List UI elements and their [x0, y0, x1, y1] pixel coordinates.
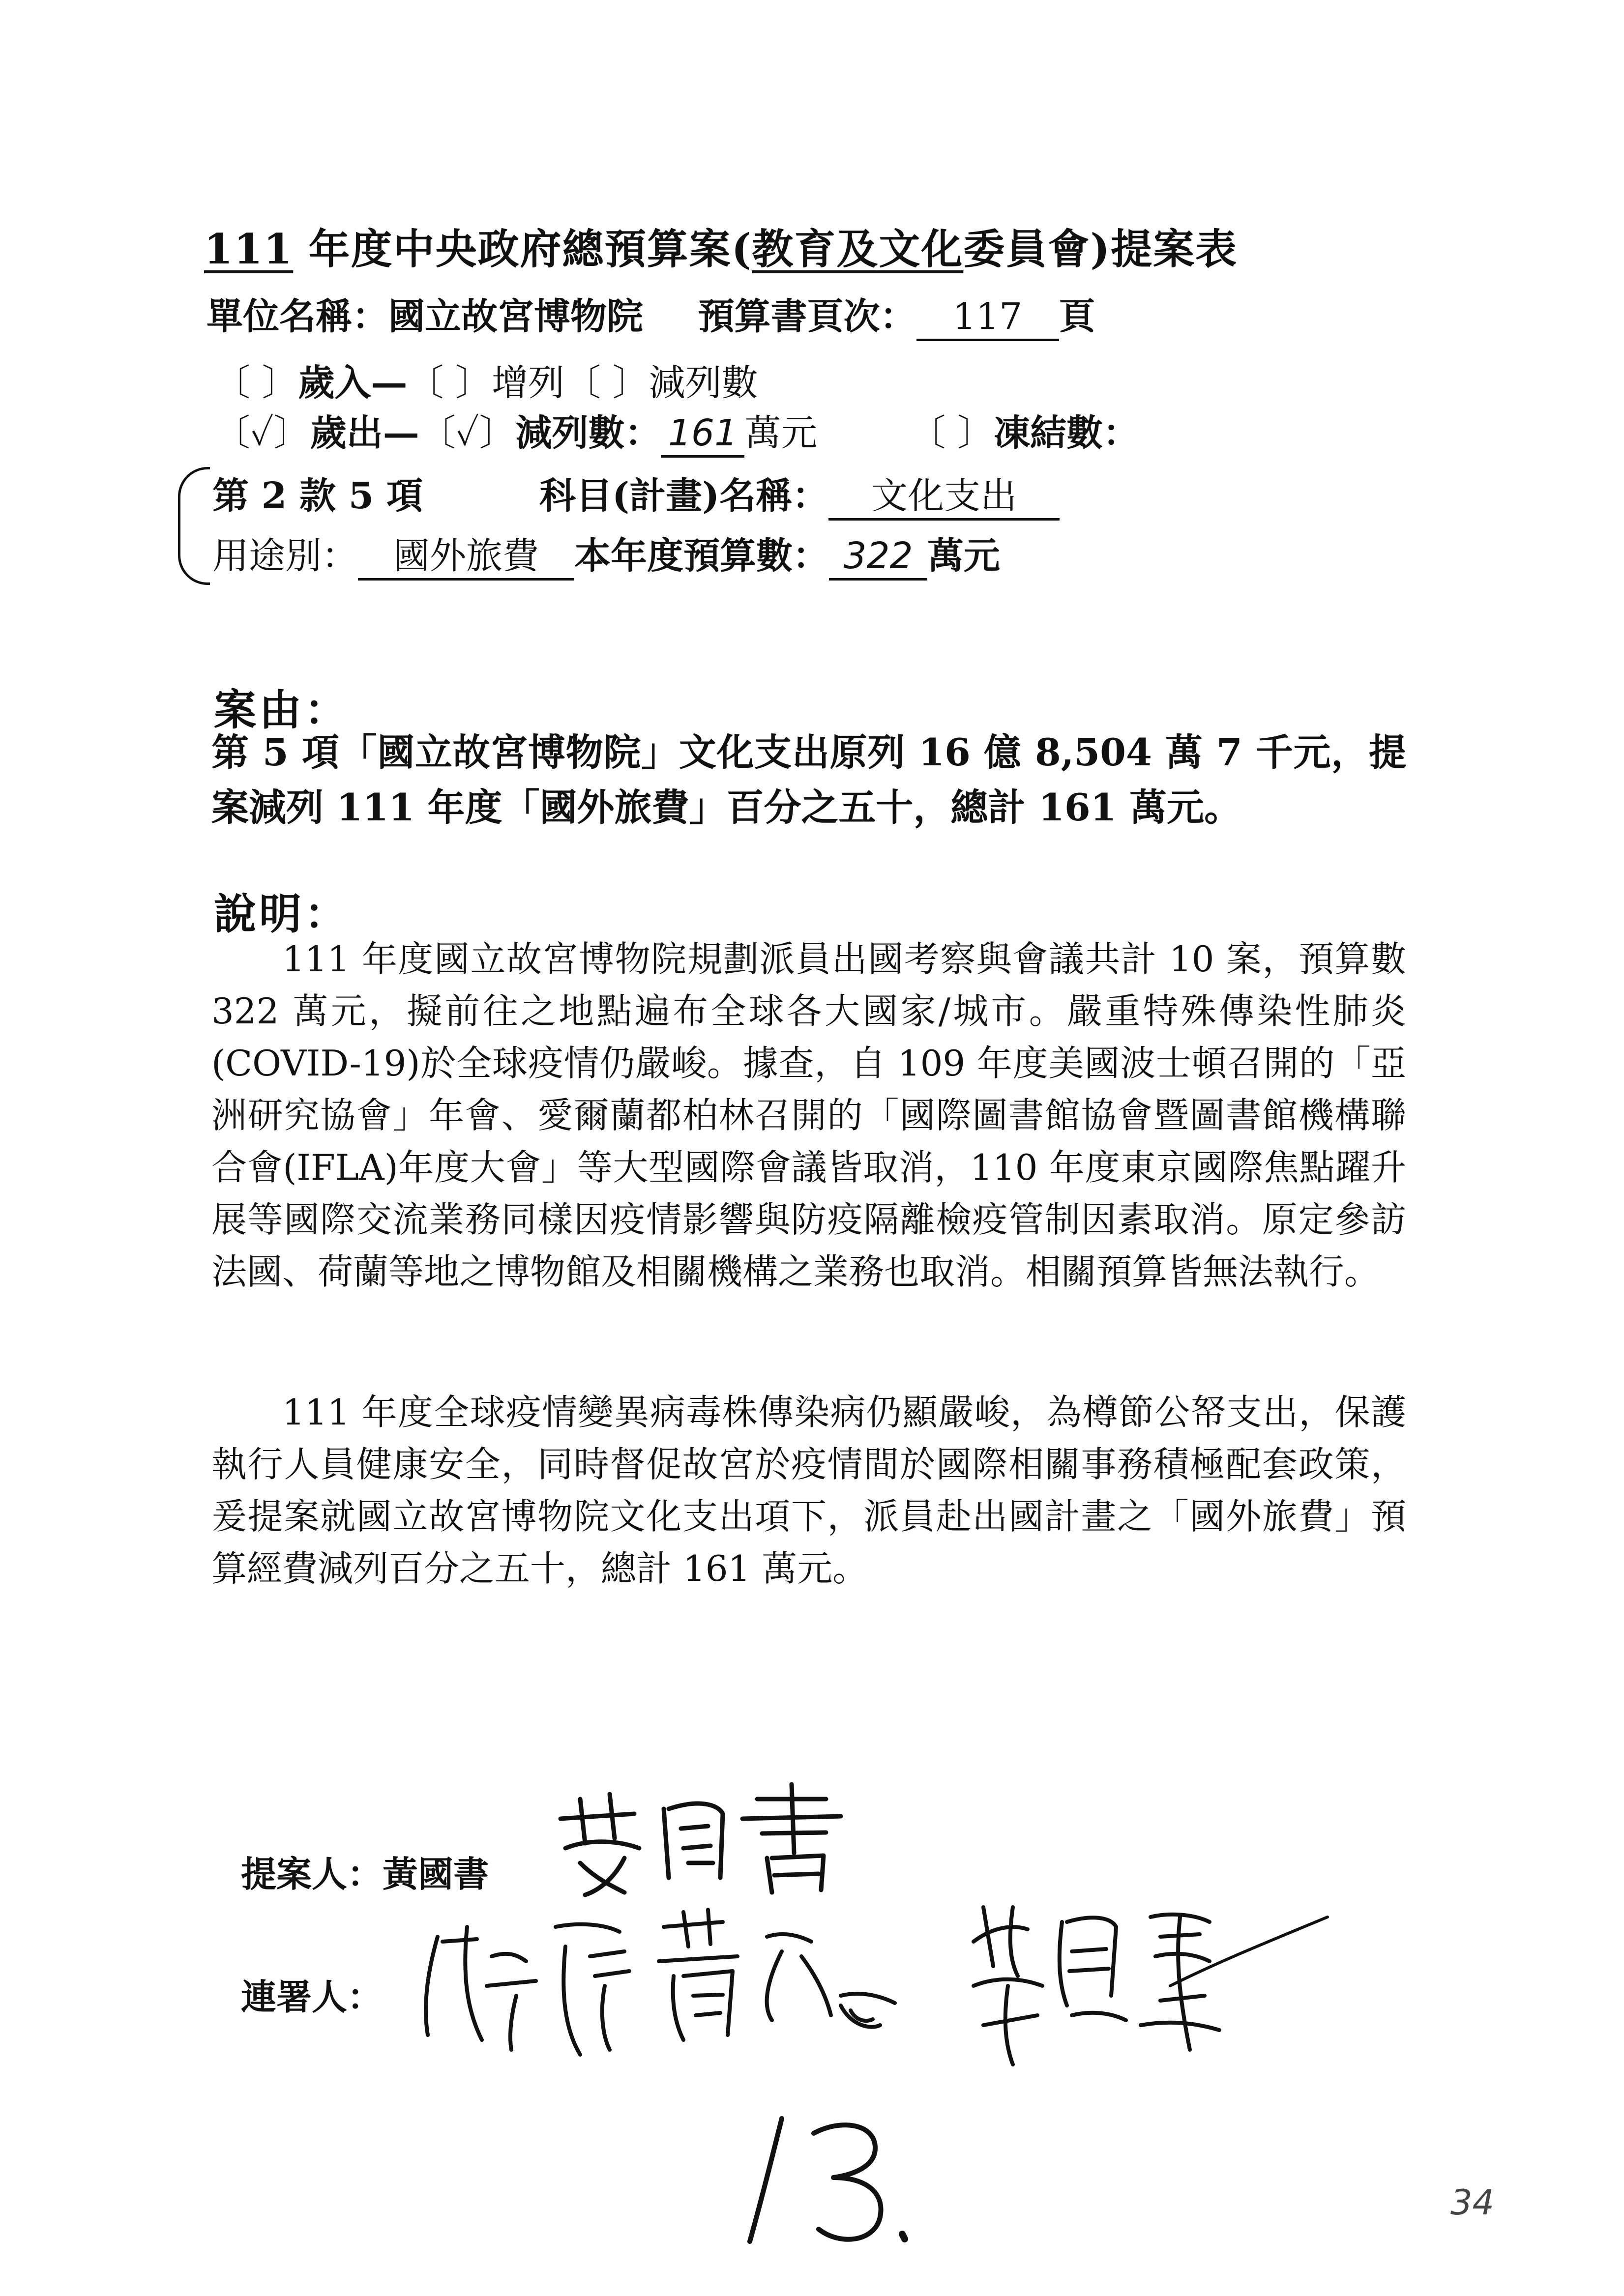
expenditure-reduce-unit: 萬元 [744, 412, 818, 454]
item-clause-line [212, 467, 1060, 521]
reason-heading: 案由： [214, 685, 350, 735]
revenue-reduce-checkbox: 〔 〕 [564, 362, 649, 404]
page-number: 34 [1450, 2182, 1495, 2223]
purpose-value: 國外旅費 [358, 534, 574, 581]
expenditure-reduce-checkbox: 〔✓〕 [419, 412, 516, 454]
budget-label: 本年度預算數： [574, 535, 829, 577]
expenditure-checkbox: 〔✓〕 [214, 412, 310, 454]
expenditure-reduce-label: 減列數： [515, 412, 661, 454]
title-text-after: 委員會)提案表 [963, 225, 1238, 273]
item-purpose-line [212, 527, 1000, 581]
handwritten-serial-number [728, 2104, 934, 2251]
unit-label: 單位名稱：國立故宮博物院 [207, 295, 643, 338]
revenue-add-label: 增列 [492, 362, 565, 404]
expenditure-line [214, 404, 1139, 458]
cosigner-signature-1 [408, 1897, 919, 2060]
revenue-label: 歲入— [298, 362, 408, 404]
proposer-label: 提案人：黃國書 [241, 1853, 489, 1895]
revenue-checkbox: 〔 〕 [214, 362, 298, 404]
budget-page-value: 117 [916, 295, 1059, 341]
expenditure-label: 歲出— [310, 412, 419, 454]
title-committee: 教育及文化 [752, 225, 964, 273]
cosigner-signature-2 [964, 1888, 1337, 2084]
budget-page-unit: 頁 [1059, 295, 1095, 338]
reason-text: 第 5 項「國立故宮博物院」文化支出原列 16 億 8,504 萬 7 千元，提案減列 111 年度「國外旅費」百分之五十，總計 161 萬元。 [211, 730, 1406, 829]
revenue-reduce-label: 減列數 [649, 362, 758, 404]
unit-line [207, 288, 1095, 341]
purpose-label: 用途別： [212, 535, 358, 577]
expenditure-reduce-value: 161 [661, 411, 744, 458]
cosigner-label: 連署人： [241, 1976, 383, 2018]
revenue-line [214, 354, 758, 406]
explanation-paragraph-2: 111 年度全球疫情變異病毒株傳染病仍顯嚴峻，為樽節公帑支出，保護執行人員健康安全，同時督促故宮於疫情間於國際相關事務積極配套政策，爰提案就國立故宮博物院文化支出項下，派員赴出國計畫之「國外旅費」預算經費減列百分之五十，總計 161 萬元。 [211, 1392, 1406, 1589]
item-bracket [178, 467, 210, 585]
budget-page-label: 預算書頁次： [698, 295, 916, 338]
proposer-signature [551, 1779, 846, 1897]
budget-unit: 萬元 [927, 535, 1000, 577]
explanation-heading: 說明： [214, 889, 350, 939]
freeze-label: 凍結數： [994, 412, 1140, 454]
title-year: 111 [204, 225, 294, 273]
subject-value: 文化支出 [828, 474, 1060, 521]
budget-value: 322 [829, 534, 927, 581]
freeze-checkbox: 〔 〕 [909, 412, 994, 454]
explanation-paragraph-1: 111 年度國立故宮博物院規劃派員出國考察與會議共計 10 案，預算數 322 萬元，擬前往之地點遍布全球各大國家/城市。嚴重特殊傳染性肺炎 (COVID-19)於全球疫情仍嚴峻。據查，自 109 年度美國波士頓召開的「亞洲研究協會」年會、愛爾蘭都柏林召開的「國際圖書館協會暨圖書館機構聯合會(IFLA)年度大會」等大型國際會議皆取消，110 年度東京國際焦點躍升展等國際交流業務同樣因疫情影響與防疫隔離檢疫管制因素取消。原定參訪法國、荷蘭等地之博物館及相關機構之業務也取消。相關預算皆無法執行。 [211, 938, 1406, 1292]
item-clause: 第 2 款 5 項 [212, 475, 423, 517]
title-text-before: 年度中央政府總預算案( [293, 225, 752, 273]
document-title [204, 216, 1238, 276]
revenue-add-checkbox: 〔 〕 [407, 362, 492, 404]
subject-label: 科目(計畫)名稱： [539, 475, 829, 517]
